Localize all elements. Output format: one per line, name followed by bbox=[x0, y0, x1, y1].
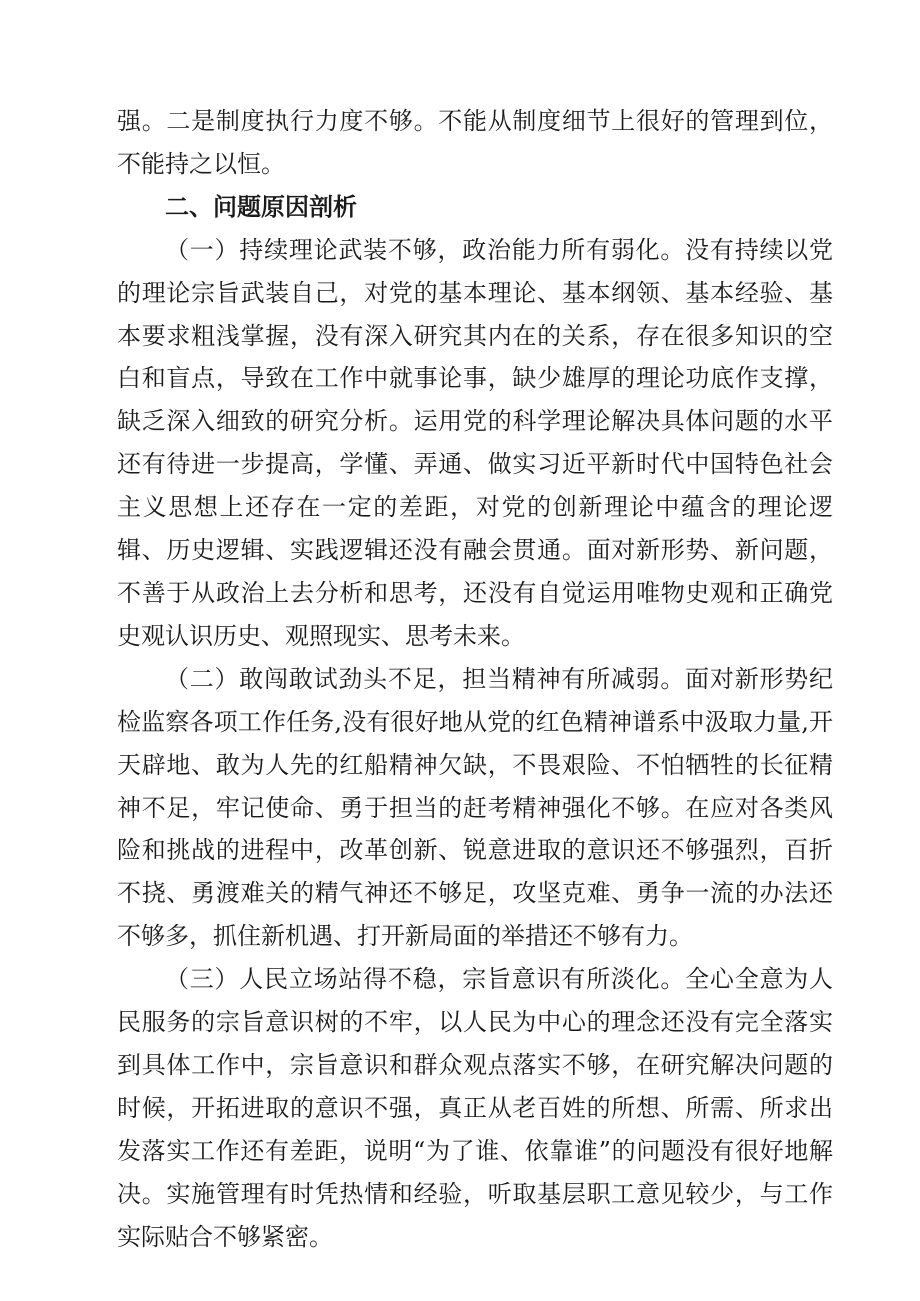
paragraph-3: （三）人民立场站得不稳，宗旨意识有所淡化。全心全意为人民服务的宗旨意识树的不牢，以人民为中心的理念还没有完全落实到具体工作中，宗旨意识和群众观点落实不够，在研究解决问题的时候，开拓进取的意识不强，真正从老百姓的所想、所需、所求出发落实工作还有差距，说明“为了谁、依靠谁”的问题没有很好地解决。实施管理有时凭热情和经验，听取基层职工意见较少，与工作实际贴合不够紧密。 bbox=[117, 965, 833, 1251]
section-heading: 二、问题原因剖析 bbox=[165, 192, 357, 221]
paragraph-2: （二）敢闯敢试劲头不足，担当精神有所减弱。面对新形势纪检监察各项工作任务,没有很好地从党的红色精神谱系中汲取力量,开天辟地、敢为人先的红船精神欠缺，不畏艰险、不怕牺牲的长征精神不足，牢记使命、勇于担当的赶考精神强化不够。在应对各类风险和挑战的进程中，改革创新、锐意进取的意识还不够强烈，百折不挠、勇渡难关的精气神还不够足，攻坚克难、勇争一流的办法还不够多，抓住新机遇、打开新局面的举措还不够有力。 bbox=[117, 664, 833, 951]
document-body bbox=[117, 100, 833, 1258]
paragraph-1: （一）持续理论武装不够，政治能力所有弱化。没有持续以党的理论宗旨武装自己，对党的基本理论、基本纲领、基本经验、基本要求粗浅掌握，没有深入研究其内在的关系，存在很多知识的空白和盲点，导致在工作中就事论事，缺少雄厚的理论功底作支撑，缺乏深入细致的研究分析。运用党的科学理论解决具体问题的水平还有待进一步提高，学懂、弄通、做实习近平新时代中国特色社会主义思想上还存在一定的差距，对党的创新理论中蕴含的理论逻辑、历史逻辑、实践逻辑还没有融会贯通。面对新形势、新问题，不善于从政治上去分析和思考，还没有自觉运用唯物史观和正确党史观认识历史、观照现实、思考未来。 bbox=[117, 235, 833, 650]
continuation-paragraph: 强。二是制度执行力度不够。不能从制度细节上很好的管理到位，不能持之以恒。 bbox=[117, 107, 833, 178]
